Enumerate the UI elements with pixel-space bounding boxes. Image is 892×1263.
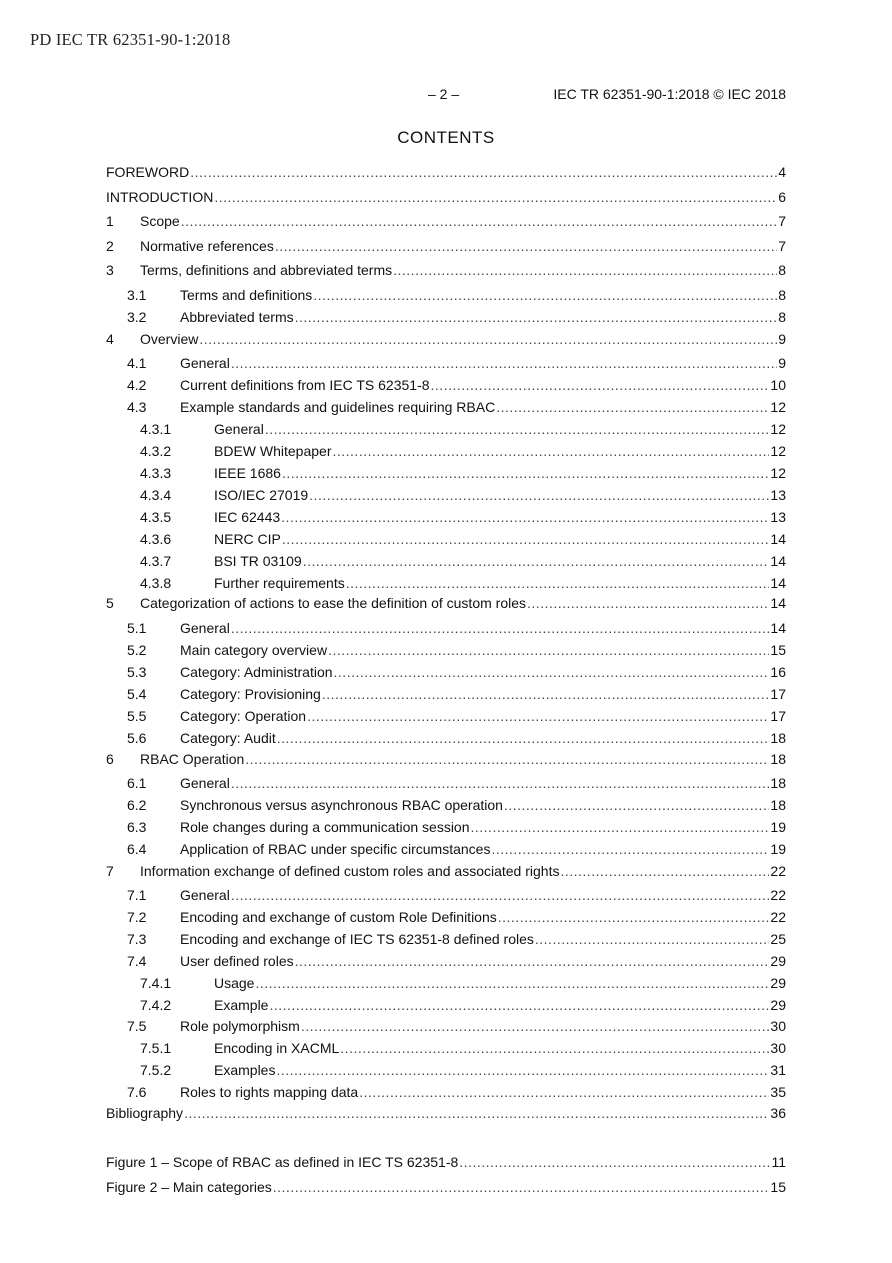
dot-leader xyxy=(184,1105,769,1121)
dot-leader xyxy=(214,189,777,205)
toc-section-number: 6.4 xyxy=(127,841,147,857)
dot-leader xyxy=(303,553,770,569)
toc-section-number: 4.3 xyxy=(127,399,147,415)
toc-title: NERC CIP xyxy=(214,531,281,547)
dot-leader xyxy=(295,953,770,969)
toc-entry[interactable] xyxy=(106,863,786,883)
toc-entry[interactable] xyxy=(106,620,786,640)
toc-section-number: 5 xyxy=(106,595,114,611)
dot-leader xyxy=(276,1062,769,1078)
toc-title: Example xyxy=(214,997,269,1013)
toc-title: Main category overview xyxy=(180,642,328,658)
toc-section-number: 4.1 xyxy=(127,355,147,371)
toc-page-number: 17 xyxy=(770,708,786,724)
toc-section-number: 4.3.7 xyxy=(140,553,172,569)
toc-section-number: 7.5.2 xyxy=(140,1062,172,1078)
toc-page-number: 13 xyxy=(770,487,786,503)
dot-leader xyxy=(346,575,770,591)
toc-section-number: 7.5.1 xyxy=(140,1040,172,1056)
toc-entry[interactable] xyxy=(106,664,786,684)
dot-leader xyxy=(199,331,777,347)
dot-leader xyxy=(393,262,777,278)
toc-section-number: 6.1 xyxy=(127,775,147,791)
toc-page-number: 9 xyxy=(778,331,786,347)
toc-entry[interactable] xyxy=(106,164,786,184)
toc-title: General xyxy=(180,620,230,636)
toc-entry[interactable] xyxy=(106,1179,786,1199)
toc-section-number: 4.3.4 xyxy=(140,487,172,503)
toc-page-number: 12 xyxy=(770,465,786,481)
toc-section-number: 4.3.5 xyxy=(140,509,172,525)
toc-title: INTRODUCTION xyxy=(106,189,214,205)
dot-leader xyxy=(459,1154,770,1170)
toc-section-number: 7.5 xyxy=(127,1018,147,1034)
dot-leader xyxy=(334,664,770,680)
toc-entry[interactable] xyxy=(106,287,786,307)
dot-leader xyxy=(313,287,777,303)
toc-title: Encoding and exchange of custom Role Definitions xyxy=(180,909,497,925)
toc-section-number: 7.4 xyxy=(127,953,147,969)
toc-entry[interactable] xyxy=(106,377,786,397)
toc-entry[interactable] xyxy=(106,931,786,951)
toc-title: RBAC Operation xyxy=(140,751,245,767)
toc-entry[interactable] xyxy=(106,797,786,817)
toc-section-number: 5.2 xyxy=(127,642,147,658)
dot-leader xyxy=(535,931,770,947)
toc-section-number: 7.1 xyxy=(127,887,147,903)
toc-section-number: 4.3.6 xyxy=(140,531,172,547)
dot-leader xyxy=(471,819,770,835)
toc-title: Category: Provisioning xyxy=(180,686,321,702)
toc-title: Bibliography xyxy=(106,1105,184,1121)
toc-entry[interactable] xyxy=(106,975,786,995)
toc-page-number: 14 xyxy=(770,553,786,569)
toc-page-number: 22 xyxy=(770,909,786,925)
toc-section-number: 5.3 xyxy=(127,664,147,680)
dot-leader xyxy=(328,642,769,658)
toc-page-number: 29 xyxy=(770,975,786,991)
toc-page-number: 36 xyxy=(770,1105,786,1121)
toc-section-number: 4.3.1 xyxy=(140,421,172,437)
toc-page-number: 22 xyxy=(770,863,786,879)
toc-section-number: 5.4 xyxy=(127,686,147,702)
toc-entry[interactable] xyxy=(106,1018,786,1038)
dot-leader xyxy=(277,730,770,746)
toc-title: Example standards and guidelines requiring RBAC xyxy=(180,399,496,415)
toc-title: Usage xyxy=(214,975,255,991)
toc-page-number: 15 xyxy=(770,642,786,658)
toc-title: Figure 1 – Scope of RBAC as defined in IEC TS 62351-8 xyxy=(106,1154,459,1170)
toc-title: Encoding in XACML xyxy=(214,1040,340,1056)
header-reference: IEC TR 62351-90-1:2018 © IEC 2018 xyxy=(553,86,786,102)
toc-page-number: 18 xyxy=(770,751,786,767)
toc-page-number: 29 xyxy=(770,997,786,1013)
toc-title: IEC 62443 xyxy=(214,509,281,525)
toc-entry[interactable] xyxy=(106,1040,786,1060)
toc-page-number: 12 xyxy=(770,399,786,415)
toc-title: Synchronous versus asynchronous RBAC operation xyxy=(180,797,503,813)
toc-page-number: 14 xyxy=(770,620,786,636)
toc-section-number: 7.6 xyxy=(127,1084,147,1100)
toc-entry[interactable] xyxy=(106,531,786,551)
dot-leader xyxy=(307,708,769,724)
toc-entry[interactable] xyxy=(106,686,786,706)
toc-page-number: 8 xyxy=(778,287,786,303)
dot-leader xyxy=(282,465,769,481)
toc-entry[interactable] xyxy=(106,819,786,839)
toc-title: Role changes during a communication session xyxy=(180,819,470,835)
toc-section-number: 7.4.2 xyxy=(140,997,172,1013)
toc-section-number: 7.3 xyxy=(127,931,147,947)
toc-page-number: 25 xyxy=(770,931,786,947)
toc-title: Category: Audit xyxy=(180,730,276,746)
toc-entry[interactable] xyxy=(106,708,786,728)
toc-page-number: 9 xyxy=(778,355,786,371)
toc-entry[interactable] xyxy=(106,1154,786,1174)
toc-section-number: 7.2 xyxy=(127,909,147,925)
toc-entry[interactable] xyxy=(106,509,786,529)
toc-section-number: 5.6 xyxy=(127,730,147,746)
toc-page-number: 30 xyxy=(770,1040,786,1056)
toc-entry[interactable] xyxy=(106,997,786,1017)
toc-title: Category: Operation xyxy=(180,708,307,724)
toc-page-number: 31 xyxy=(770,1062,786,1078)
toc-page-number: 18 xyxy=(770,730,786,746)
dot-leader xyxy=(295,309,778,325)
toc-title: Role polymorphism xyxy=(180,1018,300,1034)
toc-title: BSI TR 03109 xyxy=(214,553,302,569)
dot-leader xyxy=(301,1018,770,1034)
toc-section-number: 6.3 xyxy=(127,819,147,835)
toc-entry[interactable] xyxy=(106,1084,786,1104)
toc-page-number: 11 xyxy=(771,1154,786,1170)
toc-section-number: 1 xyxy=(106,213,114,229)
toc-entry[interactable] xyxy=(106,487,786,507)
dot-leader xyxy=(231,620,770,636)
dot-leader xyxy=(255,975,769,991)
dot-leader xyxy=(496,399,769,415)
toc-title: Terms and definitions xyxy=(180,287,313,303)
toc-page-number: 8 xyxy=(778,309,786,325)
toc-entry[interactable] xyxy=(106,443,786,463)
toc-entry[interactable] xyxy=(106,421,786,441)
dot-leader xyxy=(245,751,769,767)
toc-title: Application of RBAC under specific circumstances xyxy=(180,841,491,857)
dot-leader xyxy=(273,1179,770,1195)
toc-page-number: 4 xyxy=(778,164,786,180)
dot-leader xyxy=(527,595,769,611)
toc-entry[interactable] xyxy=(106,730,786,750)
toc-title: User defined roles xyxy=(180,953,294,969)
toc-section-number: 6 xyxy=(106,751,114,767)
toc-page-number: 30 xyxy=(770,1018,786,1034)
toc-section-number: 5.1 xyxy=(127,620,147,636)
toc-section-number: 4.3.2 xyxy=(140,443,172,459)
toc-page-number: 19 xyxy=(770,819,786,835)
toc-entry[interactable] xyxy=(106,642,786,662)
toc-entry[interactable] xyxy=(106,775,786,795)
toc-page-number: 7 xyxy=(778,213,786,229)
dot-leader xyxy=(281,509,769,525)
toc-title: IEEE 1686 xyxy=(214,465,281,481)
toc-title: Category: Administration xyxy=(180,664,333,680)
dot-leader xyxy=(265,421,770,437)
toc-page-number: 35 xyxy=(770,1084,786,1100)
toc-section-number: 7 xyxy=(106,863,114,879)
dot-leader xyxy=(498,909,770,925)
toc-entry[interactable] xyxy=(106,953,786,973)
toc-title: Further requirements xyxy=(214,575,345,591)
toc-page-number: 6 xyxy=(778,189,786,205)
toc-title: Roles to rights mapping data xyxy=(180,1084,359,1100)
toc-title: Figure 2 – Main categories xyxy=(106,1179,272,1195)
toc-page-number: 15 xyxy=(770,1179,786,1195)
toc-page-number: 22 xyxy=(770,887,786,903)
dot-leader xyxy=(282,531,770,547)
dot-leader xyxy=(560,863,769,879)
toc-title: General xyxy=(180,887,230,903)
toc-entry[interactable] xyxy=(106,575,786,595)
toc-title: Normative references xyxy=(140,238,274,254)
toc-section-number: 4.2 xyxy=(127,377,147,393)
toc-entry[interactable] xyxy=(106,553,786,573)
toc-entry[interactable] xyxy=(106,238,786,258)
toc-title: Current definitions from IEC TS 62351-8 xyxy=(180,377,430,393)
dot-leader xyxy=(332,443,769,459)
toc-page-number: 19 xyxy=(770,841,786,857)
toc-entry[interactable] xyxy=(106,262,786,282)
dot-leader xyxy=(359,1084,769,1100)
toc-section-number: 3.2 xyxy=(127,309,147,325)
contents-title: CONTENTS xyxy=(397,128,495,147)
toc-title: Scope xyxy=(140,213,180,229)
dot-leader xyxy=(181,213,778,229)
dot-leader xyxy=(340,1040,769,1056)
toc-entry[interactable] xyxy=(106,841,786,861)
toc-title: Categorization of actions to ease the definition of custom roles xyxy=(140,595,526,611)
toc-page-number: 10 xyxy=(770,377,786,393)
dot-leader xyxy=(431,377,770,393)
dot-leader xyxy=(275,238,777,254)
dot-leader xyxy=(504,797,769,813)
toc-section-number: 4.3.3 xyxy=(140,465,172,481)
toc-title: Encoding and exchange of IEC TS 62351-8 defined roles xyxy=(180,931,534,947)
toc-page-number: 12 xyxy=(770,443,786,459)
toc-entry[interactable] xyxy=(106,399,786,419)
dot-leader xyxy=(231,355,777,371)
dot-leader xyxy=(309,487,769,503)
toc-entry[interactable] xyxy=(106,887,786,907)
toc-page-number: 7 xyxy=(778,238,786,254)
toc-title: Examples xyxy=(214,1062,276,1078)
toc-entry[interactable] xyxy=(106,595,786,615)
toc-page-number: 14 xyxy=(770,575,786,591)
dot-leader xyxy=(231,775,770,791)
toc-section-number: 3.1 xyxy=(127,287,147,303)
toc-entry[interactable] xyxy=(106,189,786,209)
toc-entry[interactable] xyxy=(106,355,786,375)
toc-page-number: 18 xyxy=(770,775,786,791)
toc-title: Terms, definitions and abbreviated terms xyxy=(140,262,393,278)
toc-page-number: 13 xyxy=(770,509,786,525)
toc-title: FOREWORD xyxy=(106,164,190,180)
toc-page-number: 14 xyxy=(770,595,786,611)
toc-page-number: 12 xyxy=(770,421,786,437)
toc-page-number: 14 xyxy=(770,531,786,547)
toc-section-number: 2 xyxy=(106,238,114,254)
dot-leader xyxy=(322,686,770,702)
dot-leader xyxy=(491,841,769,857)
toc-page-number: 8 xyxy=(778,262,786,278)
toc-entry[interactable] xyxy=(106,465,786,485)
toc-page-number: 16 xyxy=(770,664,786,680)
toc-section-number: 7.4.1 xyxy=(140,975,172,991)
page-number: – 2 – xyxy=(428,86,460,102)
toc-page-number: 18 xyxy=(770,797,786,813)
dot-leader xyxy=(190,164,777,180)
toc-entry[interactable] xyxy=(106,331,786,351)
toc-section-number: 3 xyxy=(106,262,114,278)
dot-leader xyxy=(269,997,769,1013)
toc-title: General xyxy=(180,775,230,791)
toc-title: Information exchange of defined custom roles and associated rights xyxy=(140,863,560,879)
toc-section-number: 4 xyxy=(106,331,114,347)
toc-entry[interactable] xyxy=(106,213,786,233)
toc-title: Abbreviated terms xyxy=(180,309,294,325)
toc-title: Overview xyxy=(140,331,199,347)
dot-leader xyxy=(231,887,770,903)
toc-page-number: 17 xyxy=(770,686,786,702)
toc-section-number: 4.3.8 xyxy=(140,575,172,591)
toc-entry[interactable] xyxy=(106,1062,786,1082)
toc-page-number: 29 xyxy=(770,953,786,969)
toc-entry[interactable] xyxy=(106,1105,786,1125)
toc-title: ISO/IEC 27019 xyxy=(214,487,309,503)
toc-entry[interactable] xyxy=(106,909,786,929)
toc-section-number: 6.2 xyxy=(127,797,147,813)
toc-title: General xyxy=(214,421,264,437)
toc-entry[interactable] xyxy=(106,309,786,329)
toc-title: BDEW Whitepaper xyxy=(214,443,332,459)
toc-section-number: 5.5 xyxy=(127,708,147,724)
document-id: PD IEC TR 62351-90-1:2018 xyxy=(30,30,231,49)
toc-title: General xyxy=(180,355,230,371)
toc-entry[interactable] xyxy=(106,751,786,771)
